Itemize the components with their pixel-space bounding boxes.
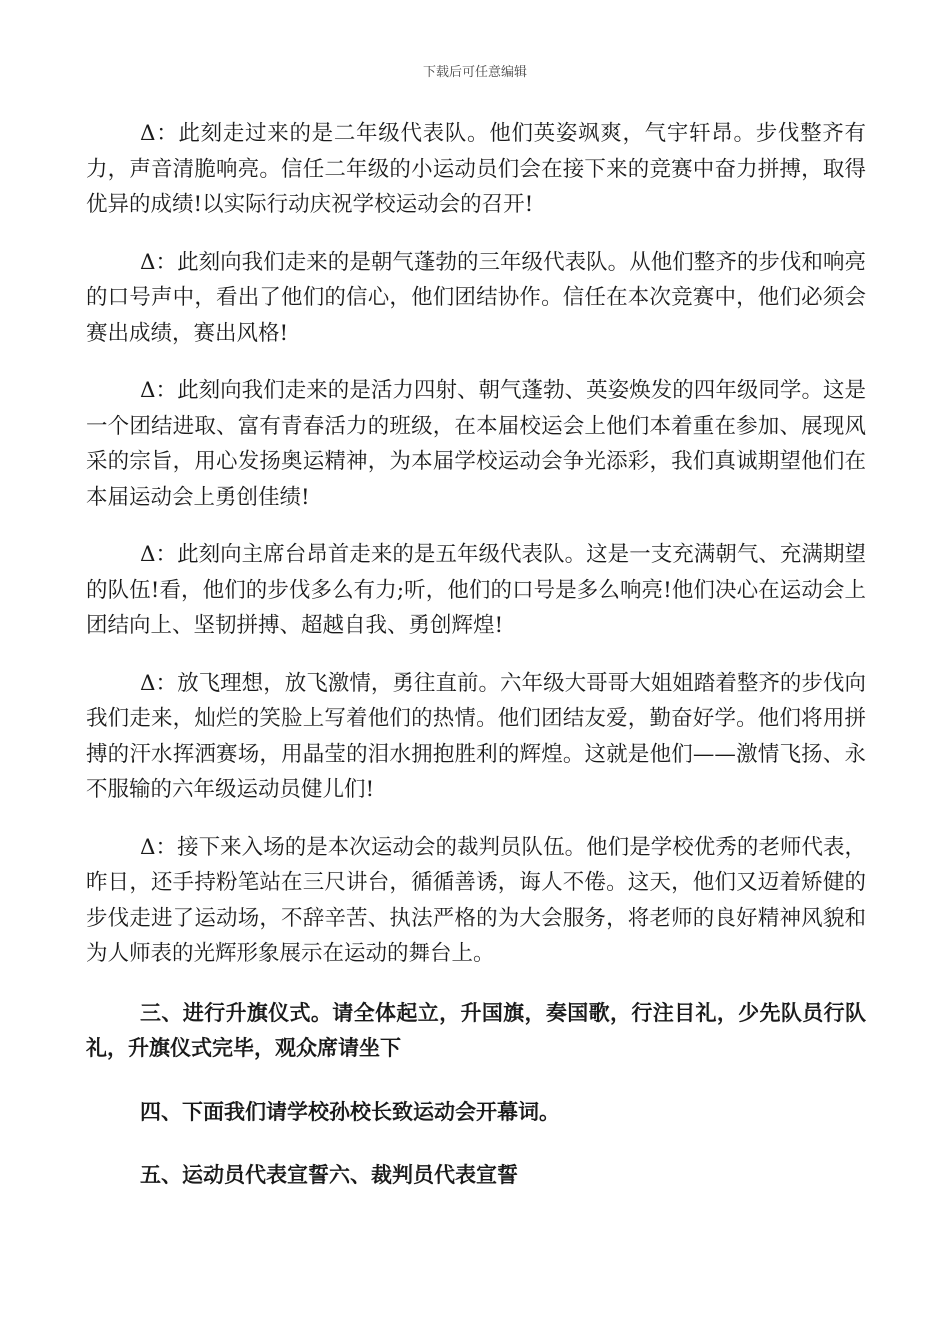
page-header-note: 下载后可任意编辑 [422, 65, 527, 80]
document-body [86, 116, 866, 1222]
paragraph-grade-four: Δ：此刻向我们走来的是活力四射、朝气蓬勃、英姿焕发的四年级同学。这是一个团结进取、富有青春活力的班级，在本届校运会上他们本着重在参加、展现风采的宗旨，用心发扬奥运精神，为本届学校运动会争光添彩，我们真诚期望他们在本届运动会上勇创佳绩! [86, 378, 866, 510]
section-flag-raising: 三、进行升旗仪式。请全体起立，升国旗，奏国歌，行注目礼，少先队员行队礼，升旗仪式完毕，观众席请坐下 [86, 1000, 866, 1060]
paragraph-grade-three: Δ：此刻向我们走来的是朝气蓬勃的三年级代表队。从他们整齐的步伐和响亮的口号声中，看出了他们的信心，他们团结协作。信任在本次竞赛中，他们必须会赛出成绩，赛出风格! [86, 249, 866, 346]
paragraph-grade-two: Δ：此刻走过来的是二年级代表队。他们英姿飒爽，气宇轩昂。步伐整齐有力，声音清脆响亮。信任二年级的小运动员们会在接下来的竞赛中奋力拼搏，取得优异的成绩!以实际行动庆祝学校运动会的召开! [86, 121, 866, 217]
section-oaths: 五、运动员代表宣誓六、裁判员代表宣誓 [140, 1163, 518, 1187]
paragraph-grade-six: Δ：放飞理想，放飞激情，勇往直前。六年级大哥哥大姐姐踏着整齐的步伐向我们走来，灿烂的笑脸上写着他们的热情。他们团结友爱，勤奋好学。他们将用拼搏的汗水挥洒赛场，用晶莹的泪水拥抱胜利的辉煌。这就是他们——激情飞扬、永不服输的六年级运动员健儿们! [86, 670, 866, 802]
paragraph-grade-five: Δ：此刻向主席台昂首走来的是五年级代表队。这是一支充满朝气、充满期望的队伍!看，他们的步伐多么有力;听，他们的口号是多么响亮!他们决心在运动会上团结向上、坚韧拼搏、超越自我、勇创辉煌! [86, 542, 866, 638]
paragraph-referees: Δ：接下来入场的是本次运动会的裁判员队伍。他们是学校优秀的老师代表，昨日，还手持粉笔站在三尺讲台，循循善诱，诲人不倦。这天，他们又迈着矫健的步伐走进了运动场，不辞辛苦、执法严格的为大会服务，将老师的良好精神风貌和为人师表的光辉形象展示在运动的舞台上。 [86, 834, 866, 966]
section-opening-speech: 四、下面我们请学校孙校长致运动会开幕词。 [140, 1099, 560, 1124]
